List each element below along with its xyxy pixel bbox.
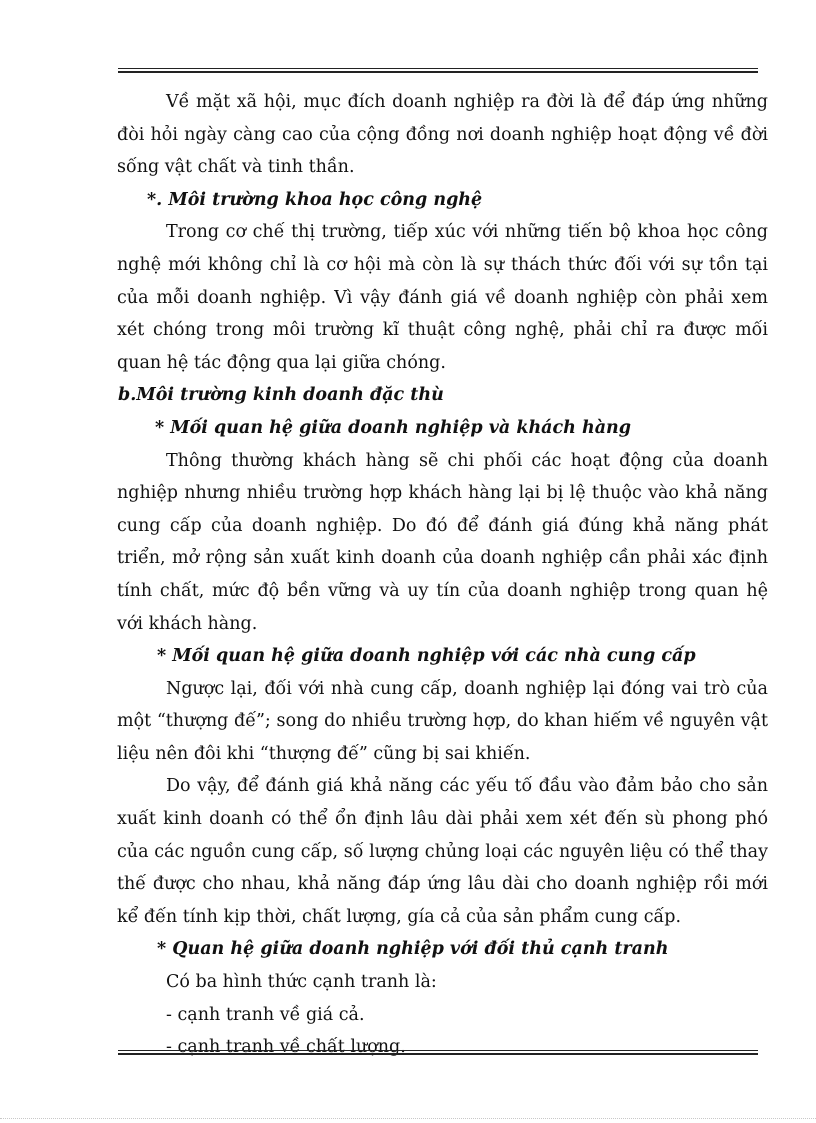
heading-supplier-relations: * Mối quan hệ giữa doanh nghiệp với các nhà cung cấp <box>157 646 696 667</box>
paragraph-suppliers: Ngược lại, đối với nhà cung cấp, doanh nghiệp lại đóng vai trò của một “thượng đế”; song do nhiều trường hợp, do khan hiếm về nguyên vật liệu nên đôi khi “thượng đế” cũng bị sai khiến. <box>117 678 768 764</box>
paragraph-inputs: Do vậy, để đánh giá khả năng các yếu tố đầu vào đảm bảo cho sản xuất kinh doanh có thể ổn định lâu dài phải xem xét đến sù phong phó của các nguồn cung cấp, số lượng chủng loại các nguyên liệu có thể thay thế được cho nhau, khả năng đáp ứng lâu dài cho doanh nghiệp rồi mới kể đến tính kịp thời, chất lượng, gía cả của sản phẩm cung cấp. <box>117 776 768 927</box>
footer-double-rule <box>118 1050 758 1055</box>
paragraph-social: Về mặt xã hội, mục đích doanh nghiệp ra đời là để đáp ứng những đòi hỏi ngày càng cao của cộng đồng nơi doanh nghiệp hoạt động về đời sống vật chất và tinh thần. <box>117 92 768 178</box>
heading-customer-relations: * Mối quan hệ giữa doanh nghiệp và khách hàng <box>155 417 631 438</box>
heading-business-environment: b.Môi trường kinh doanh đặc thù <box>118 385 444 406</box>
list-item-price: - cạnh tranh về giá cả. <box>166 1004 365 1025</box>
heading-competitor-relations: * Quan hệ giữa doanh nghiệp với đối thủ cạnh tranh <box>157 939 669 960</box>
page-edge-dots <box>0 1118 816 1119</box>
paragraph-technology: Trong cơ chế thị trường, tiếp xúc với những tiến bộ khoa học công nghệ mới không chỉ là cơ hội mà còn là sự thách thức đối với sự tồn tại của mỗi doanh nghiệp. Vì vậy đánh giá về doanh nghiệp còn phải xem xét chóng trong môi trường kĩ thuật công nghệ, phải chỉ ra được mối quan hệ tác động qua lại giữa chóng. <box>117 222 768 373</box>
header-double-rule <box>118 68 758 73</box>
heading-science-technology: *. Môi trường khoa học công nghệ <box>147 189 483 210</box>
list-item-quality: - cạnh tranh về chất lượng. <box>166 1037 406 1058</box>
paragraph-customers: Thông thường khách hàng sẽ chi phối các hoạt động của doanh nghiệp nhưng nhiều trường hợp khách hàng lại bị lệ thuộc vào khả năng cung cấp của doanh nghiệp. Do đó để đánh giá đúng khả năng phát triển, mở rộng sản xuất kinh doanh của doanh nghiệp cần phải xác định tính chất, mức độ bền vững và uy tín của doanh nghiệp trong quan hệ với khách hàng. <box>117 450 768 634</box>
paragraph-competition-forms: Có ba hình thức cạnh tranh là: <box>166 972 437 993</box>
document-body <box>117 86 768 1064</box>
